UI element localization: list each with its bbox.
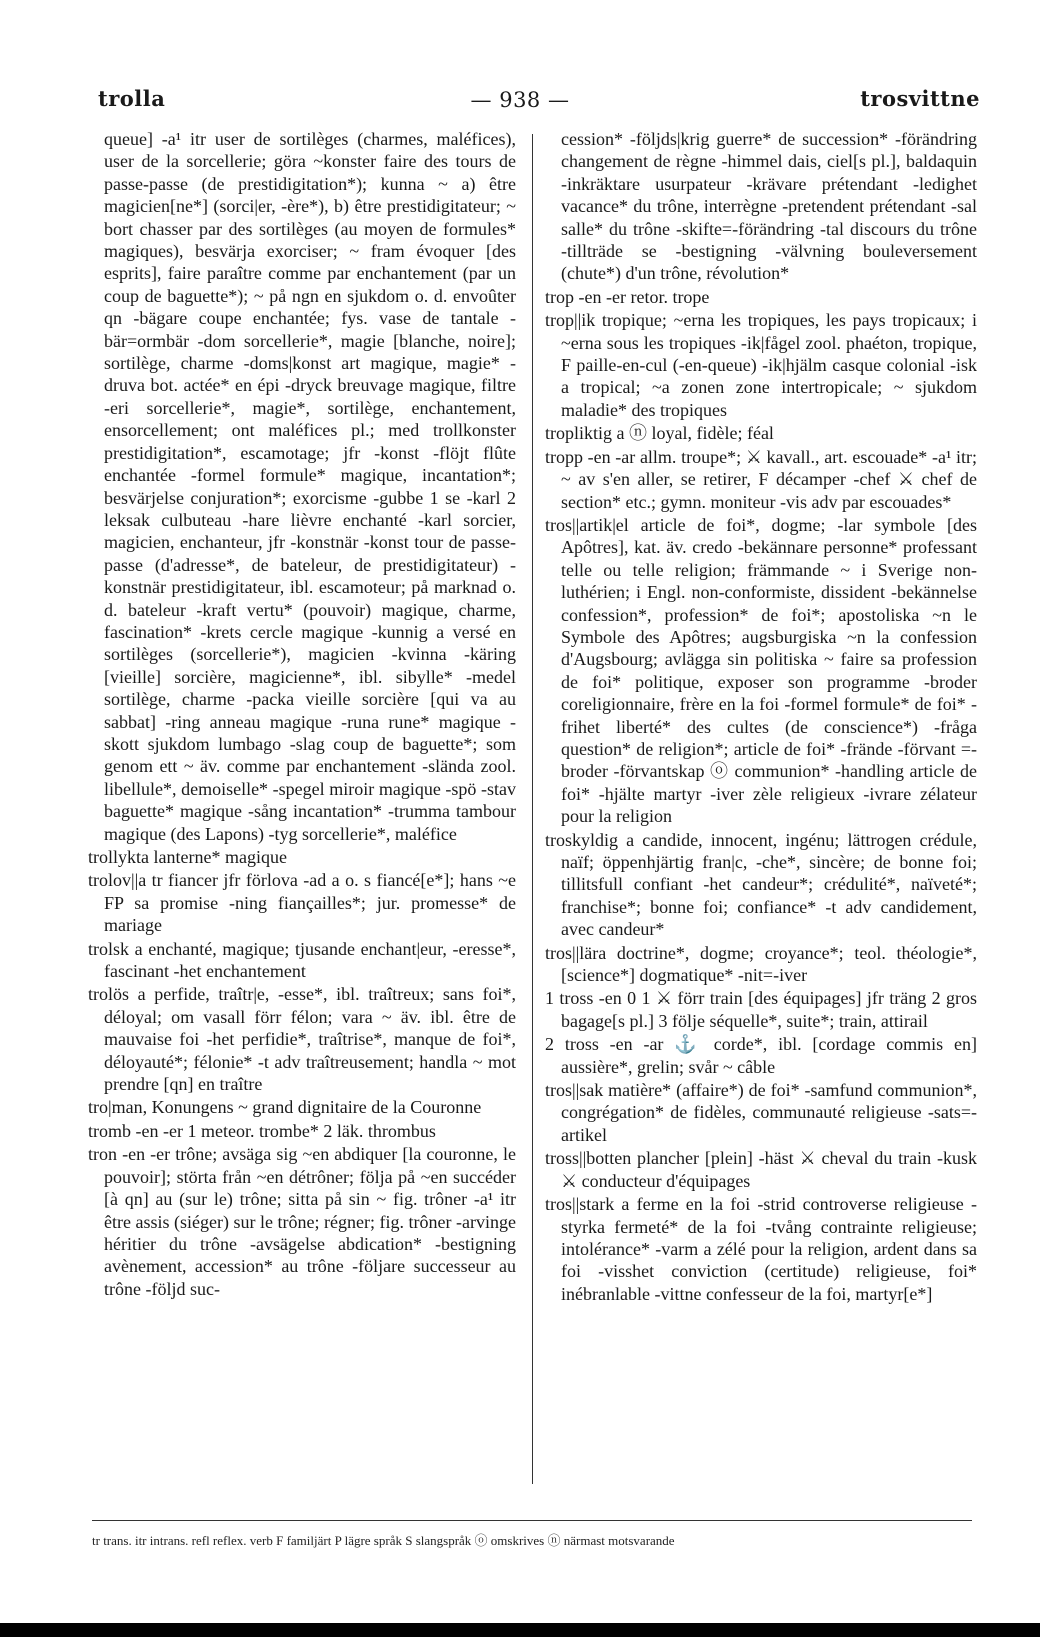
entry-trossbotten: tross||botten plancher [plein] -häst ⚔ cheval du train -kusk ⚔ conducteur d'équipages (545, 1148, 977, 1191)
entry-tromb: tromb -en -er 1 meteor. trombe* 2 läk. thrombus (88, 1120, 436, 1141)
abbreviation-key: tr trans. itr intrans. refl reflex. verb F familjärt P lägre språk S slangspråk ⓞ omskrives ⓝ närmast motsvarande (92, 1533, 675, 1548)
entry-trop: trop -en -er retor. trope (545, 286, 710, 307)
entry-trosartikel: tros||artik|el article de foi*, dogme; -lar symbole [des Apôtres], kat. äv. credo -bekännare personne* professant telle ou telle religion; främmande ~ i Sverige non-luthérien; i Engl. non-conformiste, dissident -bekännelse confession*, profession* de foi*; apostoliska ~n le Symbole des Apôtres; augsburgiska ~n la confession d'Augsbourg; avlägga sin politiska ~ faire sa profession de foi* politique, exposer son programme -broder coreligionnaire, frère en la foi -formel formule* de foi* -frihet liberté* des cultes (de conscience*) -fråga question* de religion*; article de foi* -frände -förvant =-broder -förvantskap ⓞ communion* -handling article de foi* -hjälte martyr -iver zèle religieux -ivrare zélateur pour la religion (545, 514, 977, 827)
entry-tross-2: 2 tross -en -ar ⚓ corde*, ibl. [cordage commis en] aussière*, grelin; svår ~ câble (545, 1034, 977, 1077)
left-guideword: trolla (98, 86, 166, 111)
footer-rule (92, 1520, 972, 1521)
entry-trossak: tros||sak matière* (affaire*) de foi* -samfund communion*, congrégation* de fidèles, communauté religieuse -sats=-artikel (545, 1080, 977, 1145)
entry-trollykta: trollykta lanterne* magique (88, 847, 287, 867)
entry-tropp: tropp -en -ar allm. troupe*; ⚔ kavall., art. escouade* -a¹ itr; ~ av s'en aller, se retirer, F décamper -chef ⚔ chef de section* etc.; gymn. moniteur -vis adv par escouades* (545, 446, 977, 512)
entry-tron-continued: cession* -följds|krig guerre* de succession* -förändring changement de règne -himmel dais, ciel[s pl.], baldaquin -inkräktare usurpateur -krävare prétendant -ledighet vacance* du trône, interrègne -pretendent prétendant -sal salle* du trône -skifte=-förändring -tal discours du trône -tillträde se -bestigning -välvning bouleversement (chute*) d'un trône, révolution* (561, 129, 977, 284)
entry-troman: tro|man, Konungens ~ grand dignitaire de la Couronne (88, 1097, 482, 1118)
right-column (545, 128, 977, 1306)
scan-edge (0, 1623, 1040, 1637)
entry-tross-1: 1 tross -en 0 1 ⚔ förr train [des équipages] jfr träng 2 gros bagage[s pl.] 3 följe séquelle*, suite*; train, attirail (545, 988, 977, 1031)
column-divider (532, 134, 533, 1484)
entry-troll-continued: queue] -a¹ itr user de sortilèges (charmes, maléfices), user de la sorcellerie; göra ~konster faire des tours de passe-passe (de prestidigitation*); kunna ~ a) être magicien[ne*] (sorci|er, -ère*), b) être prestidigitateur; ~ bort chasser par des sortilèges (au moyen de formules* magiques), besvärja exorciser; ~ fram évoquer [des esprits], faire paraître comme par enchantement (par un coup de baguette*); ~ på ngn en sjukdom o. d. envoûter qn -bägare coupe enchantée; fys. vase de tantale -bär=ormbär -dom sorcellerie*, magie [blanche, noire]; sortilège, charme -doms|konst art magique, magie* -druva bot. actée* en épi -dryck breuvage magique, filtre -eri sorcellerie*, magie*, sortilège, enchantement, ensorcellement; ont maléfices pl.; med trollkonster prestidigitation*, escamotage; jfr -konst -flöjt flûte enchantée -formel formule* magique, incantation*; besvärjelse conjuration*; exorcisme -gubbe 1 se -karl 2 leksak culbuteau -hare lièvre enchanté -karl sorcier, magicien, enchanteur, jfr -konstnär -konst tour de passe-passe (d'adresse*, de bateleur, de prestidigitateur) -konstnär prestidigitateur, ibl. escamoteur; på marknad o. d. bateleur -kraft vertu* (pouvoir) magique, charme, fascination* -krets cercle magique -kunnig a versé en sortilèges (sorcellerie*), magicien -kvinna -käring [vieille] sorcière, magicienne*, ibl. sibylle* -medel sortilège, charme -packa vieille sorcière [qui va au sabbat] -ring anneau magique -runa rune* magique -skott sjukdom lumbago -slag coup de baguette*; som genom ett ~ äv. comme par enchantement -slända zool. libellule*, demoiselle* -spegel miroir magique -spö -stav baguette* magique -sång incantation* -trumma tambour magique (des Lapons) -tyg sorcellerie*, maléfice (104, 129, 516, 844)
entry-trolsk: trolsk a enchanté, magique; tjusande enchant|eur, -eresse*, fascinant -het enchantement (88, 938, 516, 982)
entry-trolova: trolov||a tr fiancer jfr förlova -ad a o. s fiancé[e*]; hans ~e FP sa promise -ning fiançailles*; jur. promesse* de mariage (88, 870, 516, 936)
entry-troskyldig: troskyldig a candide, innocent, ingénu; lättrogen crédule, naïf; öppenhjärtig fran|c, -che*, sincère; de bonne foi; tillitsfull confiant -het candeur*; crédulité*, naïveté*; franchise*; bonne foi; confiance* -t adv candidement, avec candeur* (545, 829, 977, 940)
entry-troslara: tros||lära doctrine*, dogme; croyance*; teol. théologie*, [science*] dogmatique* -nit=-iver (545, 942, 977, 986)
entry-tron: tron -en -er trône; avsäga sig ~en abdiquer [la couronne, le pouvoir]; störta från ~en détrôner; följa på ~en succéder [à qn] au (sur le) trône; sitta på sin ~ fig. trôner -a¹ itr être assis (siéger) sur le trône; régner; fig. trôner -arvinge héritier du trône -avsägelse abdication* -bestigning avènement, accession* au trône -följare successeur au trône -följd suc- (88, 1144, 516, 1299)
page-number: — 938 — (470, 88, 570, 112)
entry-tropik: trop||ik tropique; ~erna les tropiques, les pays tropicaux; i ~erna sous les tropiques -ik|fågel zool. phaéton, tropique, F paille-en-cul (-en-queue) -ik|hjälm casque colonial -isk a tropical; ~a zonen zone intertropicale; ~ sjukdom maladie* des tropiques (545, 310, 977, 420)
right-guideword: trosvittne (860, 86, 980, 111)
entry-tropliktig: tropliktig a ⓝ loyal, fidèle; féal (545, 423, 774, 444)
entry-trosstark: tros||stark a ferme en la foi -strid controverse religieuse -styrka fermeté* de la foi -tvång contrainte religieuse; intolérance* -varm a zélé pour la religion, ardent dans sa foi -visshet conviction (certitude) religieuse, foi* inébranlable -vittne confesseur de la foi, martyr[e*] (545, 1194, 977, 1304)
left-column (88, 128, 516, 1301)
entry-trolos: trolös a perfide, traîtr|e, -esse*, ibl. traîtreux; sans foi*, déloyal; om vasall förr félon; vara ~ äv. ibl. être de mauvaise foi -het perfidie*, traîtrise*, manque de foi*, déloyauté*; félonie* -t adv traîtreusement; handla ~ mot prendre [qn] en traître (88, 984, 516, 1095)
